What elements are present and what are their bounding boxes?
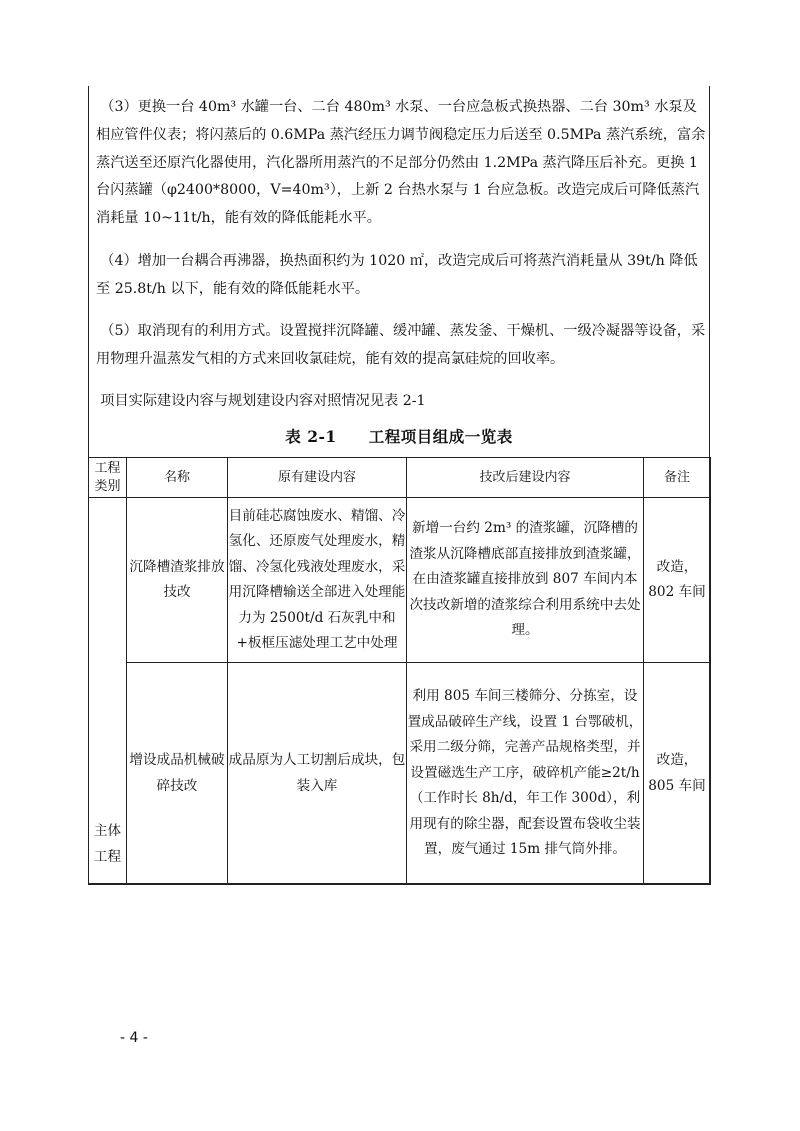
- row-name: 沉降槽渣浆排放技改: [127, 498, 228, 663]
- header-remark: 备注: [644, 458, 711, 498]
- header-after: 技改后建设内容: [407, 458, 644, 498]
- project-composition-table: [88, 457, 711, 885]
- row-after: 新增一台约 2m³ 的渣浆罐，沉降槽的渣浆从沉降槽底部直接排放到渣浆罐，在由渣浆罐直接排放到 807 车间内本次技改新增的渣浆综合利用系统中去处理。: [407, 498, 644, 663]
- row-remark: 改造，802 车间: [644, 498, 711, 663]
- table-row: [89, 663, 711, 885]
- header-original: 原有建设内容: [228, 458, 407, 498]
- paragraph-item-3: （3）更换一台 40m³ 水罐一台、二台 480m³ 水泵、一台应急板式换热器、二台 30m³ 水泵及相应管件仪表；将闪蒸后的 0.6MPa 蒸汽经压力调节阀稳定压力后送至 0.5MPa 蒸汽系统，富余蒸汽送至还原汽化器使用，汽化器所用蒸汽的不足部分仍然由 1.2MPa 蒸汽降压后补充。更换 1 台闪蒸罐（φ2400*8000，V=40m³），上新 2 台热水泵与 1 台应急板。改造完成后可降低蒸汽消耗量 10~11t/h，能有效的降低能耗水平。: [96, 99, 706, 227]
- page-number: - 4 -: [120, 1030, 148, 1046]
- paragraph-item-4: （4）增加一台耦合再沸器，换热面积约为 1020 ㎡，改造完成后可将蒸汽消耗量从 39t/h 降低至 25.8t/h 以下，能有效的降低能耗水平。: [96, 253, 698, 297]
- row-name: 增设成品机械破碎技改: [127, 663, 228, 885]
- row-original: 成品原为人工切割后成块，包装入库: [228, 663, 407, 885]
- header-name: 名称: [127, 458, 228, 498]
- paragraph-table-reference: 项目实际建设内容与规划建设内容对照情况见表 2-1: [100, 393, 426, 409]
- table-row: [89, 498, 711, 663]
- category-cell: 主体工程: [89, 498, 127, 885]
- header-category: 工程类别: [89, 458, 127, 498]
- row-remark: 改造，805 车间: [644, 663, 711, 885]
- row-original: 目前硅芯腐蚀废水、精馏、冷氢化、还原废气处理废水，精馏、冷氢化残液处理废水，采用沉降槽输送全部进入处理能力为 2500t/d 石灰乳中和+板框压滤处理工艺中处理: [228, 498, 407, 663]
- row-after: 利用 805 车间三楼筛分、分拣室，设置成品破碎生产线，设置 1 台鄂破机，采用二级分筛，完善产品规格类型，并设置磁选生产工序，破碎机产能≥2t/h（工作时长 8h/d，年工作 300d），利用现有的除尘器，配套设置布袋收尘装置，废气通过 15m 排气筒外排。: [407, 663, 644, 885]
- paragraph-item-5: （5）取消现有的利用方式。设置搅拌沉降罐、缓冲罐、蒸发釜、干燥机、一级冷凝器等设备，采用物理升温蒸发气相的方式来回收氯硅烷，能有效的提高氯硅烷的回收率。: [96, 323, 706, 367]
- table-title: 表 2-1 工程项目组成一览表: [285, 427, 513, 446]
- table-header-row: [89, 458, 711, 498]
